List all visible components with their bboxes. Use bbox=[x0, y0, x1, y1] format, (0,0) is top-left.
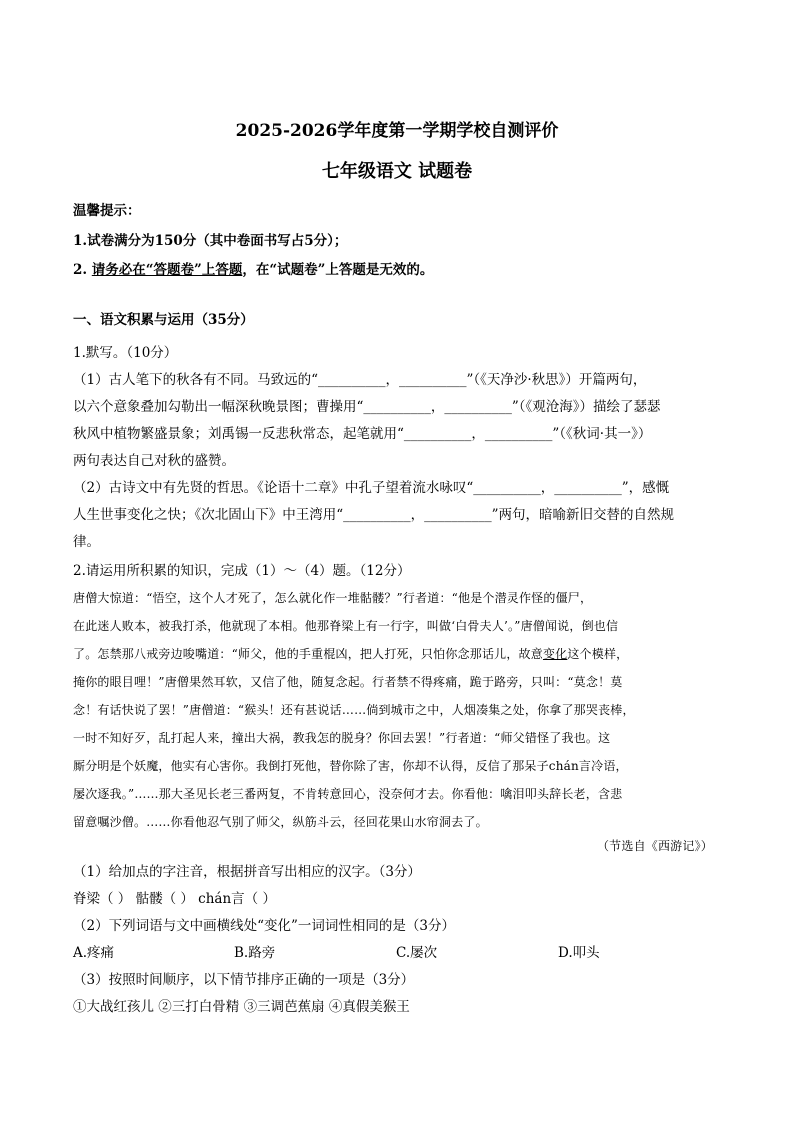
tips-item-2-underlined: 请务必在“答题卷”上答题 bbox=[91, 262, 243, 278]
passage-line: 在此迷人败本，被我打杀，他就现了本相。他那脊梁上有一行字，叫做‘白骨夫人’。”唐僧闻说，倒也信 bbox=[73, 619, 619, 633]
q2-title: 2.请运用所积累的知识，完成（1）～（4）题。（12分） bbox=[73, 563, 411, 579]
q1-line: 两句表达自己对秋的盛赞。 bbox=[73, 453, 235, 469]
q2-sub1-title: （1）给加点的字注音，根据拼音写出相应的汉字。（3分） bbox=[73, 864, 421, 880]
q2-sub3-items: ①大战红孩儿 ②三打白骨精 ③三调芭蕉扇 ④真假美猴王 bbox=[73, 999, 410, 1015]
passage-line bbox=[73, 644, 723, 664]
q1-line: 以六个意象叠加勾勒出一幅深秋晚景图；曹操用“__________，__________”（《观沧海》）描绘了瑟瑟 bbox=[73, 399, 661, 415]
option-a: A.疼痛 bbox=[73, 945, 115, 961]
option-d: D.叩头 bbox=[558, 945, 600, 961]
tips-heading: 温馨提示： bbox=[73, 203, 141, 219]
passage-text: 这个模样， bbox=[567, 647, 629, 661]
passage-text: 了。怎禁那八戒旁边唆嘴道：“师父，他的手重棍凶，把人打死，只怕你念那话儿，故意 bbox=[73, 647, 543, 661]
option-b: B.路旁 bbox=[234, 945, 276, 961]
exam-title: 2025-2026学年度第一学期学校自测评价 bbox=[235, 121, 559, 141]
passage-line: 念！有话快说了罢！”唐僧道：“猴头！还有甚说话……倘到城市之中，人烟凑集之处，你拿了那哭丧棒， bbox=[73, 703, 635, 717]
section-1-heading: 一、语文积累与运用（35分） bbox=[73, 312, 254, 328]
q1-line: （1）古人笔下的秋各有不同。马致远的“__________，__________”（《天净沙·秋思》）开篇两句， bbox=[73, 372, 647, 388]
q1-line: 秋风中植物繁盛景象；刘禹锡一反悲秋常态，起笔就用“__________，__________”（《秋词·其一》） bbox=[73, 426, 652, 442]
passage-line: 留意嘱沙僧。……你看他忍气别了师父，纵筋斗云，径回花果山水帘洞去了。 bbox=[73, 815, 488, 829]
passage-line: 掩你的眼目哩！”唐僧果然耳软，又信了他，随复念起。行者禁不得疼痛，跪于路旁，只叫：“莫念！莫 bbox=[73, 675, 623, 689]
tips-item-2-prefix: 2. bbox=[73, 262, 92, 278]
tips-item-2 bbox=[73, 260, 723, 280]
passage-line: 厮分明是个妖魔，他实有心害你。我倒打死他，替你除了害，你却不认得，反信了那呆子chán言冷语， bbox=[73, 759, 628, 773]
passage-source: （节选自《西游记》） bbox=[596, 839, 713, 853]
q1-line: 人生世事变化之快；《次北固山下》中王湾用“__________，__________”两句，暗喻新旧交替的自然规 bbox=[73, 507, 675, 523]
q2-sub1-items: 脊梁（ ） 骷髅（ ） chán言（ ） bbox=[73, 891, 276, 907]
q2-sub2-title: （2）下列词语与文中画横线处“变化”一词词性相同的是（3分） bbox=[73, 918, 455, 934]
q1-line: 律。 bbox=[73, 534, 100, 550]
tips-item-1: 1.试卷满分为150分（其中卷面书写占5分）； bbox=[73, 233, 348, 249]
passage-line: 屡次逐我。”……那大圣见长老三番两复，不肯转意回心，没奈何才去。你看他：噙泪叩头辞长老，含悲 bbox=[73, 787, 623, 801]
q2-sub3-title: （3）按照时间顺序，以下情节排序正确的一项是（3分） bbox=[73, 972, 415, 988]
passage-line: 唐僧大惊道：“悟空，这个人才死了，怎么就化作一堆骷髅？”行者道：“他是个潜灵作怪的僵尸， bbox=[73, 591, 593, 605]
tips-item-2-suffix: ，在“试题卷”上答题是无效的。 bbox=[242, 262, 434, 278]
q1-line: （2）古诗文中有先贤的哲思。《论语十二章》中孔子望着流水咏叹“__________，__________”，感慨 bbox=[73, 480, 670, 496]
exam-subtitle: 七年级语文 试题卷 bbox=[321, 161, 473, 182]
passage-line: 一时不知好歹，乱打起人来，撞出大祸，教我怎的脱身？你回去罢！”行者道：“师父错怪了我也。这 bbox=[73, 731, 611, 745]
option-c: C.屡次 bbox=[396, 945, 438, 961]
q1-title: 1.默写。（10分） bbox=[73, 345, 178, 361]
underlined-word-bianhua: 变化 bbox=[542, 647, 568, 661]
